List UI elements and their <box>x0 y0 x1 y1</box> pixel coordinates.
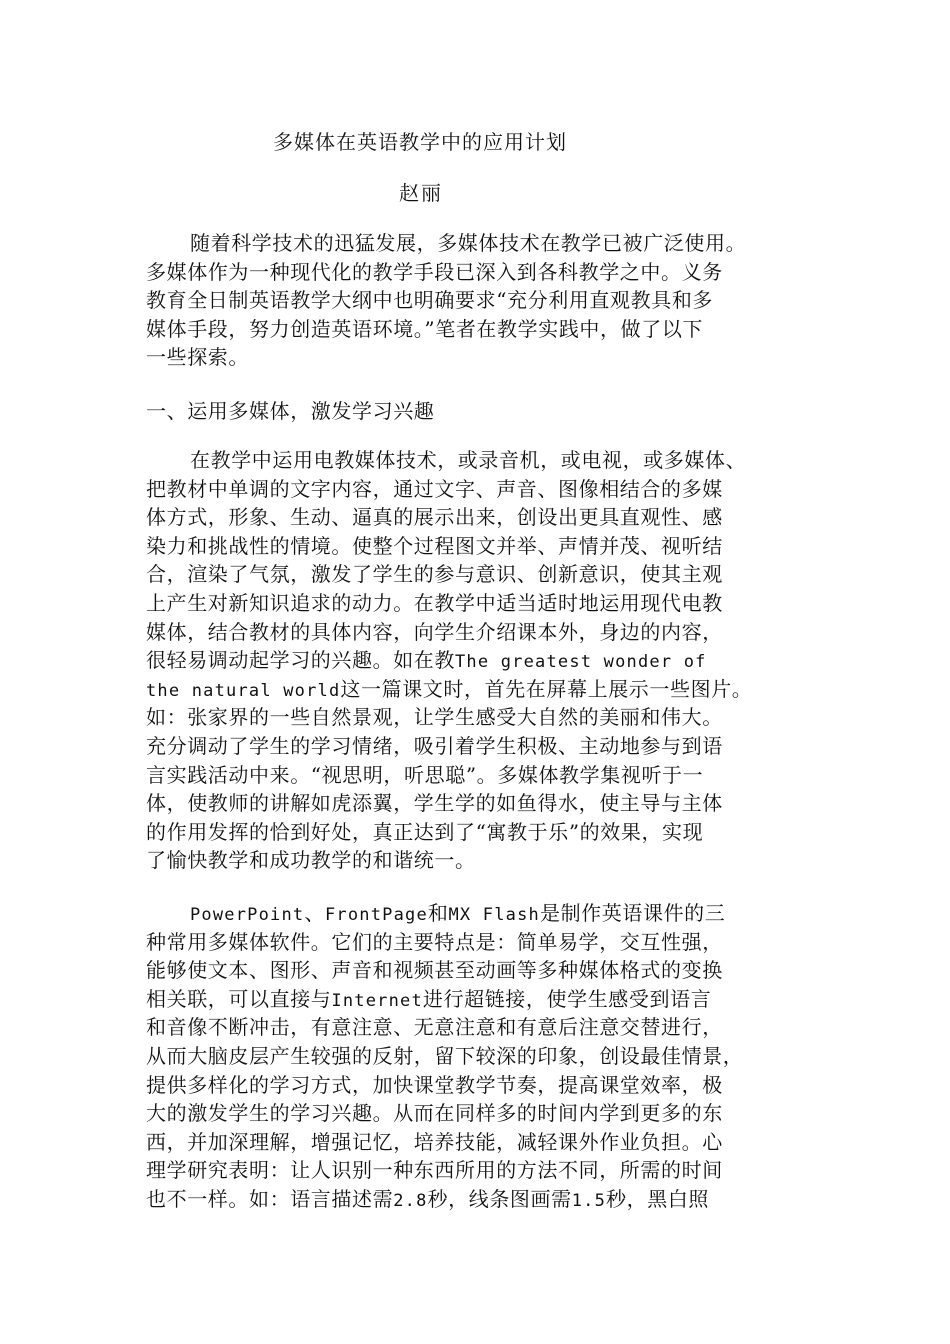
paragraph-line: 种常用多媒体软件。它们的主要特点是：简单易学，交互性强， <box>146 929 723 954</box>
line-text: 秒，线条图画需 <box>427 1186 572 1211</box>
paragraph-line: 了愉快教学和成功教学的和谐统一。 <box>146 848 476 873</box>
line-text: 也不一样。如：语言描述需 <box>146 1186 394 1211</box>
paragraph-line: 合，渲染了气氛，激发了学生的参与意识、创新意识，使其主观 <box>146 562 723 587</box>
line-text: 进行超链接，使学生感受到语言 <box>422 986 712 1011</box>
section1-paragraph <box>146 446 826 875</box>
paragraph-line: 媒体手段，努力创造英语环境。”笔者在教学实践中，做了以下 <box>146 316 704 341</box>
paragraph-line: 在教学中运用电教媒体技术，或录音机，或电视，或多媒体、 <box>190 448 747 472</box>
number-value: 1.5 <box>571 1190 607 1211</box>
paragraph-line: 从而大脑皮层产生较强的反射，留下较深的印象，创设最佳情景， <box>146 1043 744 1068</box>
paragraph-line <box>146 646 826 675</box>
line-text: 这一篇课文时，首先在屏幕上展示一些图片。 <box>340 676 753 701</box>
software-name: PowerPoint <box>190 905 305 925</box>
line-text: 相关联，可以直接与 <box>146 986 332 1011</box>
paragraph-line: 染力和挑战性的情境。使整个过程图文并举、声情并茂、视听结 <box>146 533 723 558</box>
document-author: 赵丽 <box>399 181 443 205</box>
paragraph-line: 言实践活动中来。“视思明，听思聪”。多媒体教学集视听于一 <box>146 762 704 787</box>
intro-paragraph <box>146 229 826 372</box>
paragraph-line: 教育全日制英语教学大纲中也明确要求“充分利用直观教具和多 <box>146 288 714 313</box>
section1-paragraph-2 <box>146 899 826 1214</box>
line-text: 秒，黑白照 <box>606 1186 710 1211</box>
software-name: FrontPage <box>324 905 428 925</box>
paragraph-line: 和音像不断冲击，有意注意、无意注意和有意后注意交替进行， <box>146 1015 723 1040</box>
paragraph-line: 随着科学技术的迅猛发展，多媒体技术在教学已被广泛使用。 <box>190 231 747 255</box>
paragraph-line: 多媒体作为一种现代化的教学手段已深入到各科教学之中。义务 <box>146 259 723 284</box>
number-value: 2.8 <box>393 1190 428 1211</box>
paragraph-line: 能够使文本、图形、声音和视频甚至动画等多种媒体格式的变换 <box>146 958 723 983</box>
paragraph-line <box>146 1185 826 1214</box>
line-text: 、 <box>304 901 325 925</box>
paragraph-line: 提供多样化的学习方式，加快课堂教学节奏，提高课堂效率，极 <box>146 1072 723 1097</box>
english-title-part: the natural world <box>146 680 341 701</box>
paragraph-line: 体，使教师的讲解如虎添翼，学生学的如鱼得水，使主导与主体 <box>146 791 723 816</box>
line-text: 很轻易调动起学习的兴趣。如在教 <box>146 648 455 673</box>
paragraph-line: 理学研究表明：让人识别一种东西所用的方法不同，所需的时间 <box>146 1158 723 1183</box>
section-heading: 一、运用多媒体，激发学习兴趣 <box>146 399 435 423</box>
paragraph-line: 的作用发挥的恰到好处，真正达到了“寓教于乐”的效果，实现 <box>146 819 704 844</box>
line-text: 是制作英语课件的三 <box>539 901 726 925</box>
paragraph-line: 充分调动了学生的学习情绪，吸引着学生积极、主动地参与到语 <box>146 733 723 758</box>
paragraph-line: 大的激发学生的学习兴趣。从而在同样多的时间内学到更多的东 <box>146 1101 723 1126</box>
paragraph-line: 媒体，结合教材的具体内容，向学生介绍课本外，身边的内容， <box>146 619 723 644</box>
paragraph-line: 西，并加深理解，增强记忆，培养技能，减轻课外作业负担。心 <box>146 1129 723 1154</box>
internet-term: Internet <box>331 990 423 1011</box>
paragraph-line: 把教材中单调的文字内容，通过文字、声音、图像相结合的多媒 <box>146 476 723 501</box>
paragraph-line: 体方式，形象、生动、逼真的展示出来，创设出更具直观性、感 <box>146 505 723 530</box>
paragraph-line: 一些探索。 <box>146 345 249 370</box>
paragraph-line <box>146 899 826 928</box>
paragraph-line <box>146 675 826 704</box>
document-title: 多媒体在英语教学中的应用计划 <box>273 130 567 154</box>
line-text: 和 <box>427 901 449 925</box>
software-name: MX Flash <box>448 905 540 925</box>
paragraph-line: 如：张家界的一些自然景观，让学生感受大自然的美丽和伟大。 <box>146 705 723 730</box>
english-title-part: The greatest wonder of <box>455 652 707 673</box>
paragraph-line: 上产生对新知识追求的动力。在教学中适当适时地运用现代电教 <box>146 590 723 615</box>
paragraph-line <box>146 985 826 1014</box>
